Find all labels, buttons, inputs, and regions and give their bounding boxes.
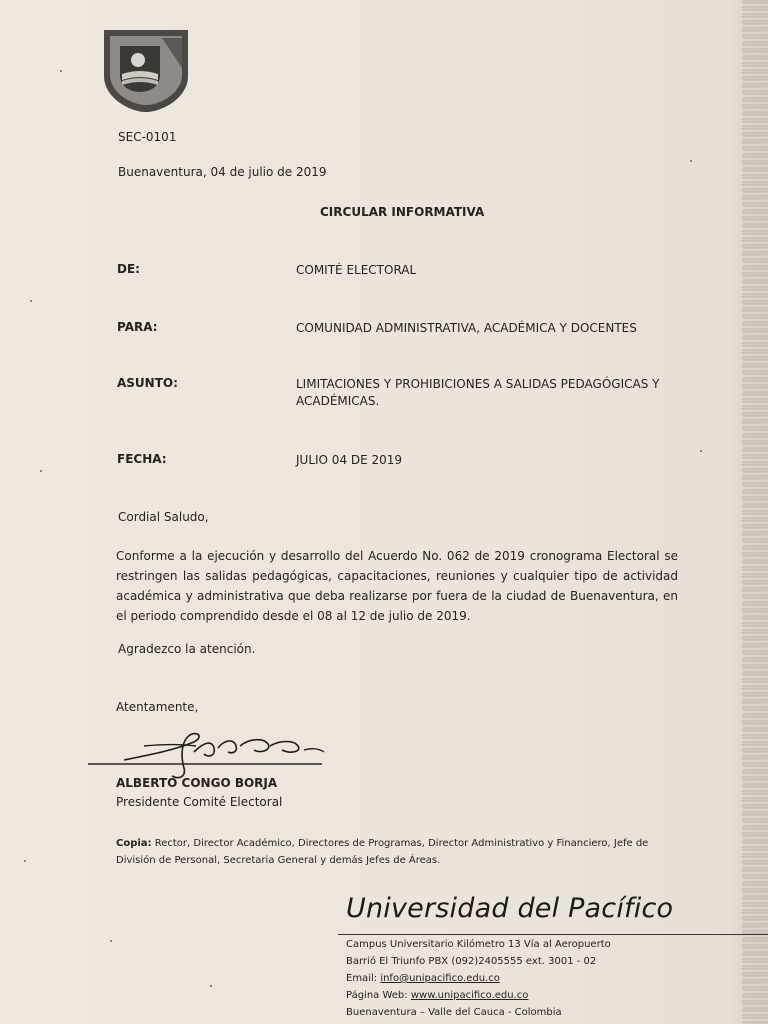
fecha-label: FECHA: — [117, 452, 167, 466]
asunto-value-line1: LIMITACIONES Y PROHIBICIONES A SALIDAS PEDAGÓGICAS Y — [296, 377, 660, 391]
web-link[interactable]: www.unipacifico.edu.co — [410, 990, 529, 1001]
scan-edge — [742, 0, 768, 1024]
greeting: Cordial Saludo, — [118, 510, 209, 524]
copy-recipients — [116, 835, 686, 869]
signer-name: ALBERTO CONGO BORJA — [116, 776, 278, 790]
footer-email-row — [346, 970, 611, 987]
body-paragraph: Conforme a la ejecución y desarrollo del Acuerdo No. 062 de 2019 cronograma Electoral se restringen las salidas pedagógicas, capacitaciones, reuniones y cualquier tipo de actividad académica y administrativa que deba realizarse por fuera de la ciudad de Buenaventura, en el periodo comprendido desde el 08 al 12 de julio de 2019. — [116, 549, 678, 623]
scan-speck — [210, 985, 212, 987]
para-value: COMUNIDAD ADMINISTRATIVA, ACADÉMICA Y DOCENTES — [296, 321, 637, 335]
email-label: Email: — [346, 973, 378, 984]
scan-speck — [60, 70, 62, 72]
footer-city: Buenaventura – Valle del Cauca - Colombia — [346, 1007, 562, 1018]
footer-divider — [338, 934, 768, 935]
footer-address: Campus Universitario Kilómetro 13 Vía al Aeropuerto — [346, 939, 611, 950]
copy-text: Rector, Director Académico, Directores de Programas, Director Administrativo y Financiero, Jefe de División de Personal, Secretaria General y demás Jefes de Áreas. — [116, 838, 649, 866]
closing-line: Atentamente, — [116, 700, 199, 714]
thanks-line: Agradezco la atención. — [118, 642, 256, 656]
university-logo — [100, 28, 192, 114]
asunto-label: ASUNTO: — [117, 376, 178, 390]
scan-speck — [24, 860, 26, 862]
document-title: CIRCULAR INFORMATIVA — [320, 205, 485, 219]
fecha-value: JULIO 04 DE 2019 — [296, 453, 403, 467]
signer-role: Presidente Comité Electoral — [116, 795, 283, 809]
scan-speck — [690, 160, 692, 162]
handwritten-signature — [84, 724, 344, 784]
scan-speck — [40, 470, 42, 472]
footer-contact — [346, 936, 611, 1021]
copy-label: Copia: — [116, 838, 152, 849]
footer-phone: Barrió El Triunfo PBX (092)2405555 ext. 3001 - 02 — [346, 956, 597, 967]
scan-speck — [700, 450, 702, 452]
reference-code: SEC-0101 — [118, 130, 177, 144]
scan-speck — [110, 940, 112, 942]
place-date: Buenaventura, 04 de julio de 2019 — [118, 165, 327, 179]
footer-web-row — [346, 987, 611, 1004]
scan-speck — [30, 300, 32, 302]
asunto-value-line2: ACADÉMICAS. — [296, 394, 380, 408]
de-value: COMITÉ ELECTORAL — [296, 263, 417, 277]
de-label: DE: — [117, 262, 140, 276]
email-link[interactable]: info@unipacifico.edu.co — [380, 973, 500, 984]
web-label: Página Web: — [346, 990, 408, 1001]
para-label: PARA: — [117, 320, 158, 334]
footer-university: Universidad del Pacífico — [346, 893, 674, 924]
